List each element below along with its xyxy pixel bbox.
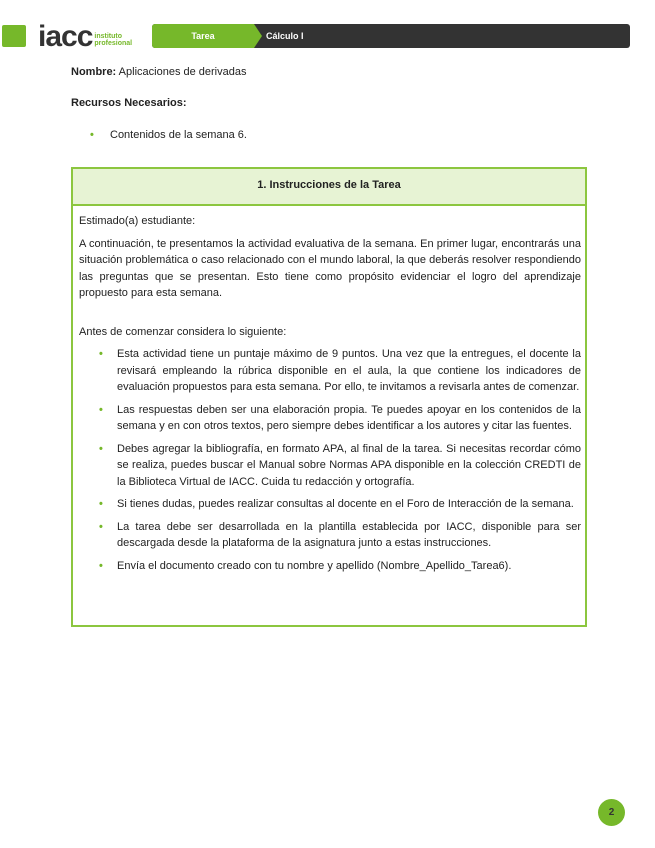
bullet-icon: • xyxy=(99,498,103,510)
instructions-list xyxy=(79,346,581,574)
list-item xyxy=(79,402,581,435)
list-item-text: La tarea debe ser desarrollada en la plantilla establecida por IACC, disponible para ser descargada desde la plataforma de la asignatura junto a estas instrucciones. xyxy=(117,520,581,549)
logo-wordmark: iacc xyxy=(38,20,93,53)
list-item-text: Si tienes dudas, puedes realizar consultas al docente en el Foro de Interacción de la semana. xyxy=(117,498,574,510)
list-item xyxy=(79,496,581,513)
instructions-box xyxy=(71,167,587,627)
tab-tarea: Tarea xyxy=(152,24,254,48)
list-item-text: Esta actividad tiene un puntaje máximo de 9 puntos. Una vez que la entregues, el docente la revisará empleando la rúbrica disponible en el aula, la que contiene los indicadores de evaluación propuestos para esta semana. Por ello, te invitamos a revisarla antes de comenzar. xyxy=(117,348,581,393)
page-number: 2 xyxy=(598,799,625,826)
logo-sub-2: profesional xyxy=(94,40,133,47)
list-item xyxy=(79,441,581,491)
bullet-icon: • xyxy=(99,403,103,416)
bullet-icon: • xyxy=(99,442,103,455)
recursos-item xyxy=(90,129,247,141)
greeting: Estimado(a) estudiante: xyxy=(79,215,196,227)
nombre-label: Nombre: xyxy=(71,66,117,78)
list-item xyxy=(79,558,581,575)
before-paragraph: Antes de comenzar considera lo siguiente: xyxy=(79,325,287,338)
bullet-icon: • xyxy=(90,129,94,141)
iacc-logo xyxy=(38,20,133,53)
logo-subtitle xyxy=(94,33,132,47)
list-item-text: Debes agregar la bibliografía, en formato APA, al final de la tarea. Si necesitas recordar cómo se realiza, puedes buscar el Manual sobre Normas APA disponible en la colección CREDTI de la Biblioteca Virtual de IACC. Cuida tu redacción y ortografía. xyxy=(117,442,581,488)
nombre-line xyxy=(71,66,246,78)
list-item xyxy=(79,519,581,552)
list-item xyxy=(79,346,581,396)
recursos-heading xyxy=(71,97,187,109)
logo-square xyxy=(2,25,26,47)
bullet-icon: • xyxy=(99,559,103,572)
recursos-label: Recursos Necesarios: xyxy=(71,97,187,109)
course-title: Cálculo I xyxy=(266,31,304,41)
list-item-text: Las respuestas deben ser una elaboración propia. Te puedes apoyar en los contenidos de la semana y en con otros textos, pero siempre debes identificar a los autores y citar las fuentes. xyxy=(117,403,581,432)
instructions-title: 1. Instrucciones de la Tarea xyxy=(73,169,585,206)
bullet-icon: • xyxy=(99,520,103,533)
header-bar xyxy=(152,24,630,48)
intro-paragraph: A continuación, te presentamos la actividad evaluativa de la semana. En primer lugar, encontrarás una situación problemática o caso relacionado con el mundo laboral, la que deberás resolver respondiendo las preguntas que se presentan. Esto tiene como propósito evidenciar el logro del aprendizaje propuesto para esta semana. xyxy=(79,237,581,299)
list-item-text: Envía el documento creado con tu nombre y apellido (Nombre_Apellido_Tarea6). xyxy=(117,559,512,572)
recursos-item-text: Contenidos de la semana 6. xyxy=(110,129,247,141)
instructions-body xyxy=(73,206,585,574)
nombre-value: Aplicaciones de derivadas xyxy=(116,66,247,78)
bullet-icon: • xyxy=(99,348,103,360)
logo-sub-1: instituto xyxy=(94,33,122,40)
